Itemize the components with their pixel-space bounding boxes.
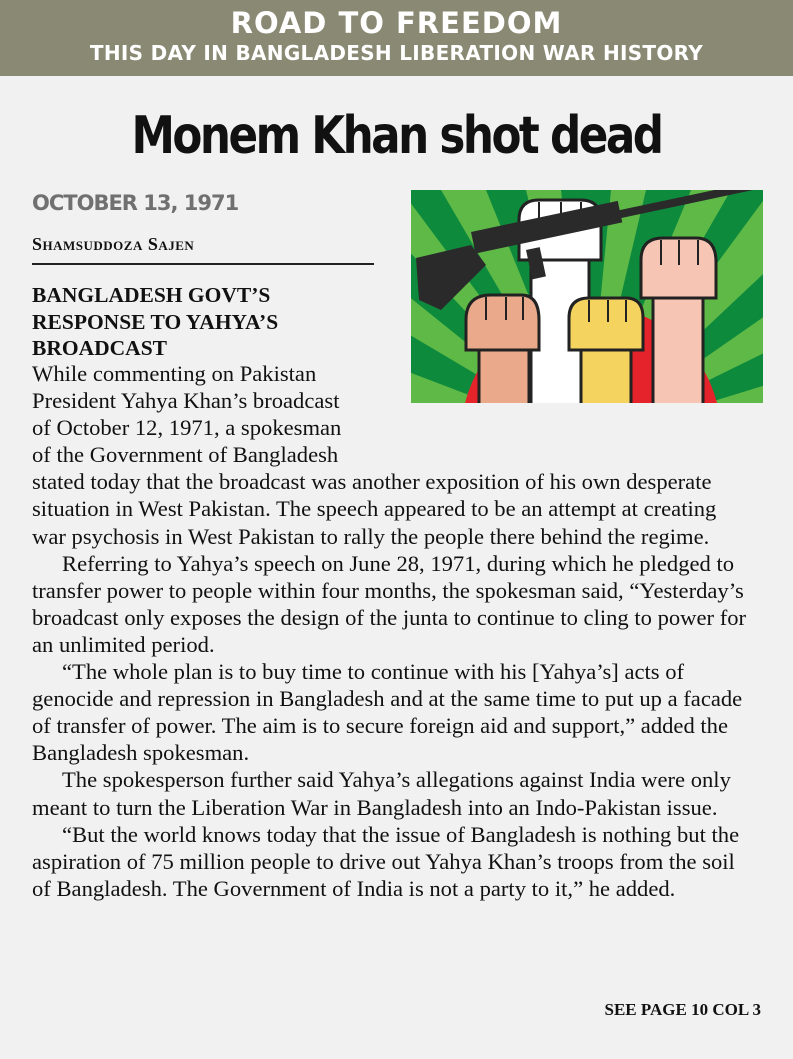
continuation-note: SEE PAGE 10 COL 3 xyxy=(604,1000,761,1019)
byline-divider xyxy=(32,263,374,265)
article-paragraph: “But the world knows today that the issue of Bangladesh is nothing but the aspiration of 75 million people to drive out Yahya Khan’s troops from the soil of Bangladesh. The Government of India is not a party to it,” he added. xyxy=(32,821,740,901)
headline: Monem Khan shot dead xyxy=(131,106,662,166)
article-paragraph: Referring to Yahya’s speech on June 28, 1971, during which he pledged to transfer power to people within four months, the spokesman said, “Yesterday’s broadcast only exposes the design of the junta to continue to cling to power for an unlimited period. xyxy=(32,550,747,657)
author-byline: Shamsuddoza Sajen xyxy=(32,234,195,254)
banner-subtitle: THIS DAY IN BANGLADESH LIBERATION WAR HISTORY xyxy=(89,41,704,65)
banner-title: ROAD TO FREEDOM xyxy=(230,6,563,40)
section-banner xyxy=(0,0,793,76)
illustration-wrap-space xyxy=(360,360,750,442)
article-date: OCTOBER 13, 1971 xyxy=(32,191,239,215)
article-paragraph: While commenting on Pakistan President Yahya Khan’s broadcast of October 12, 1971, a spokesman of the Government of Bangladesh stated today that the broadcast was another exposition of his own desperate situation in West Pakistan. The speech appeared to be an attempt at creating war psychosis in West Pakistan to rally the people there behind the regime. xyxy=(32,361,717,549)
article-paragraph: “The whole plan is to buy time to continue with his [Yahya’s] acts of genocide and repression in Bangladesh and at the same time to put up a facade of transfer of power. The aim is to secure foreign aid and support,” added the Bangladesh spokesman. xyxy=(32,659,743,766)
article-body xyxy=(32,360,750,902)
article-paragraph: The spokesperson further said Yahya’s allegations against India were only meant to turn the Liberation War in Bangladesh into an Indo-Pakistan issue. xyxy=(32,767,731,820)
article-subhead: BANGLADESH GOVT’S RESPONSE TO YAHYA’S BROADCAST xyxy=(32,283,279,360)
